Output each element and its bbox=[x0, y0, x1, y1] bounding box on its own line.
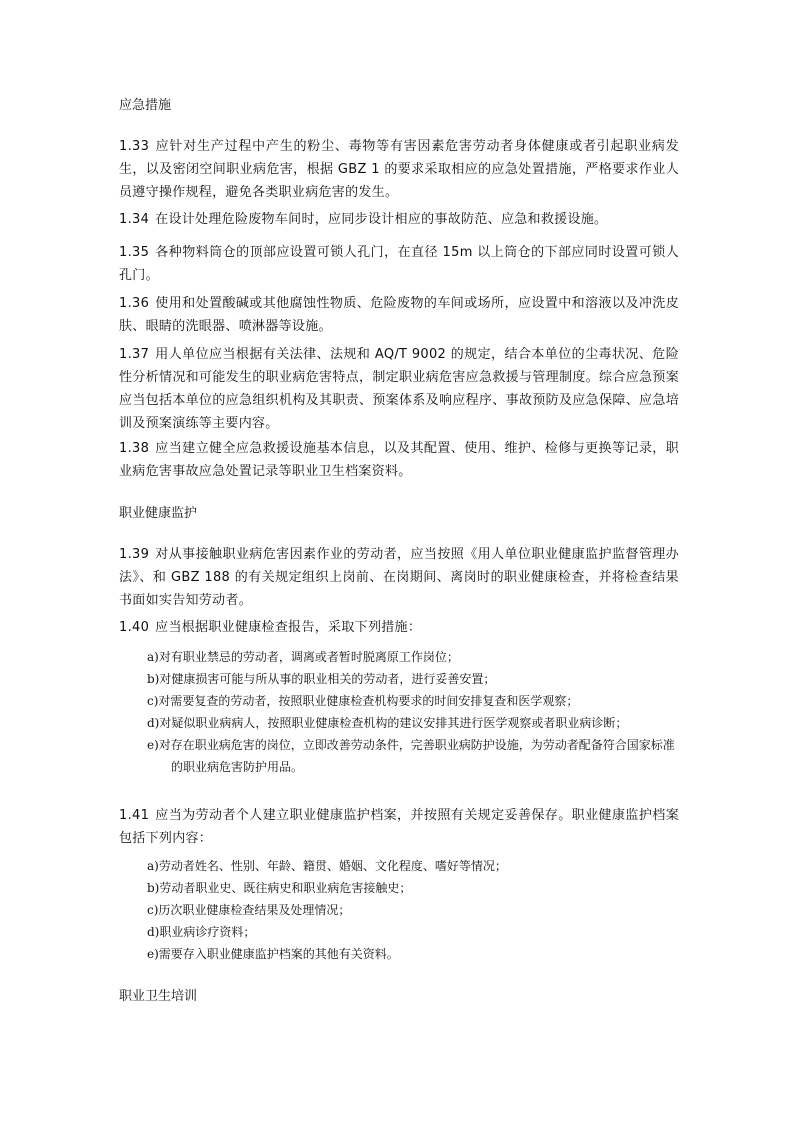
clause-text: 在设计处理危险废物车间时，应同步设计相应的事故防范、应急和救援设施。 bbox=[155, 212, 608, 227]
clause-number: 1.41 bbox=[119, 808, 150, 823]
section-heading-emergency: 应急措施 bbox=[119, 98, 172, 113]
list-item: e)对存在职业病危害的岗位，立即改善劳动条件，完善职业病防护设施，为劳动者配备符合国家标准的职业病危害防护用品。 bbox=[147, 738, 675, 774]
clause-text: 应针对生产过程中产生的粉尘、毒物等有害因素危害劳动者身体健康或者引起职业病发生，以及密闭空间职业病危害，根据 GBZ 1 的要求采取相应的应急处置措施，严格要求作业人员遵守操作规程，避免各类职业病危害的发生。 bbox=[119, 139, 679, 200]
measures-list bbox=[147, 646, 675, 778]
list-item: a)劳动者姓名、性别、年龄、籍贯、婚姻、文化程度、嗜好等情况； bbox=[147, 859, 507, 873]
clause-text: 应当为劳动者个人建立职业健康监护档案，并按照有关规定妥善保存。职业健康监护档案包括下列内容： bbox=[119, 808, 679, 846]
clause-number: 1.34 bbox=[119, 212, 150, 227]
clause-1-38 bbox=[119, 437, 679, 483]
clause-1-36 bbox=[119, 292, 679, 338]
clause-1-34 bbox=[119, 208, 679, 231]
clause-1-40 bbox=[119, 616, 679, 639]
list-item: b)劳动者职业史、既往病史和职业病危害接触史； bbox=[147, 881, 412, 895]
clause-number: 1.40 bbox=[119, 620, 150, 635]
clause-number: 1.39 bbox=[119, 547, 150, 562]
clause-text: 用人单位应当根据有关法律、法规和 AQ/T 9002 的规定，结合本单位的尘毒状况、危险性分析情况和可能发生的职业病危害特点，制定职业病危害应急救援与管理制度。综合应急预案应当包括本单位的应急组织机构及其职责、预案体系及响应程序、事故预防及应急保障、应急培训及预案演练等主要内容。 bbox=[119, 347, 679, 431]
clause-text: 应当根据职业健康检查报告，采取下列措施： bbox=[155, 620, 422, 635]
clause-1-39 bbox=[119, 543, 679, 612]
clause-1-37 bbox=[119, 343, 679, 435]
clause-1-33 bbox=[119, 135, 679, 204]
list-item: b)对健康损害可能与所从事的职业相关的劳动者，进行妥善安置； bbox=[147, 672, 496, 686]
section-heading-training: 职业卫生培训 bbox=[119, 989, 198, 1004]
clause-number: 1.38 bbox=[119, 441, 150, 456]
clause-number: 1.33 bbox=[119, 139, 150, 154]
clause-number: 1.37 bbox=[119, 347, 150, 362]
clause-1-35 bbox=[119, 241, 679, 287]
list-item: c)对需要复查的劳动者，按照职业健康检查机构要求的时间安排复查和医学观察； bbox=[147, 694, 579, 708]
section-heading-surveillance: 职业健康监护 bbox=[119, 506, 198, 521]
archive-contents-list bbox=[147, 855, 675, 965]
clause-text: 应当建立健全应急救援设施基本信息，以及其配置、使用、维护、检修与更换等记录，职业病危害事故应急处置记录等职业卫生档案资料。 bbox=[119, 441, 679, 479]
list-item: d)职业病诊疗资料； bbox=[147, 925, 256, 939]
list-item: d)对疑似职业病病人，按照职业健康检查机构的建议安排其进行医学观察或者职业病诊断； bbox=[147, 716, 628, 730]
list-item: c)历次职业健康检查结果及处理情况； bbox=[147, 903, 351, 917]
clause-number: 1.35 bbox=[119, 245, 150, 260]
list-item: a)对有职业禁忌的劳动者，调离或者暂时脱离原工作岗位； bbox=[147, 650, 459, 664]
clause-1-41 bbox=[119, 804, 679, 850]
clause-number: 1.36 bbox=[119, 296, 150, 311]
clause-text: 对从事接触职业病危害因素作业的劳动者，应当按照《用人单位职业健康监护监督管理办法》、和 GBZ 188 的有关规定组织上岗前、在岗期间、离岗时的职业健康检查，并将检查结果书面如实告知劳动者。 bbox=[119, 547, 679, 608]
clause-text: 各种物料筒仓的顶部应设置可锁人孔门，在直径 15m 以上筒仓的下部应同时设置可锁人孔门。 bbox=[119, 245, 679, 283]
clause-text: 使用和处置酸碱或其他腐蚀性物质、危险废物的车间或场所，应设置中和溶液以及冲洗皮肤、眼睛的洗眼器、喷淋器等设施。 bbox=[119, 296, 679, 334]
list-item: e)需要存入职业健康监护档案的其他有关资料。 bbox=[147, 947, 399, 961]
